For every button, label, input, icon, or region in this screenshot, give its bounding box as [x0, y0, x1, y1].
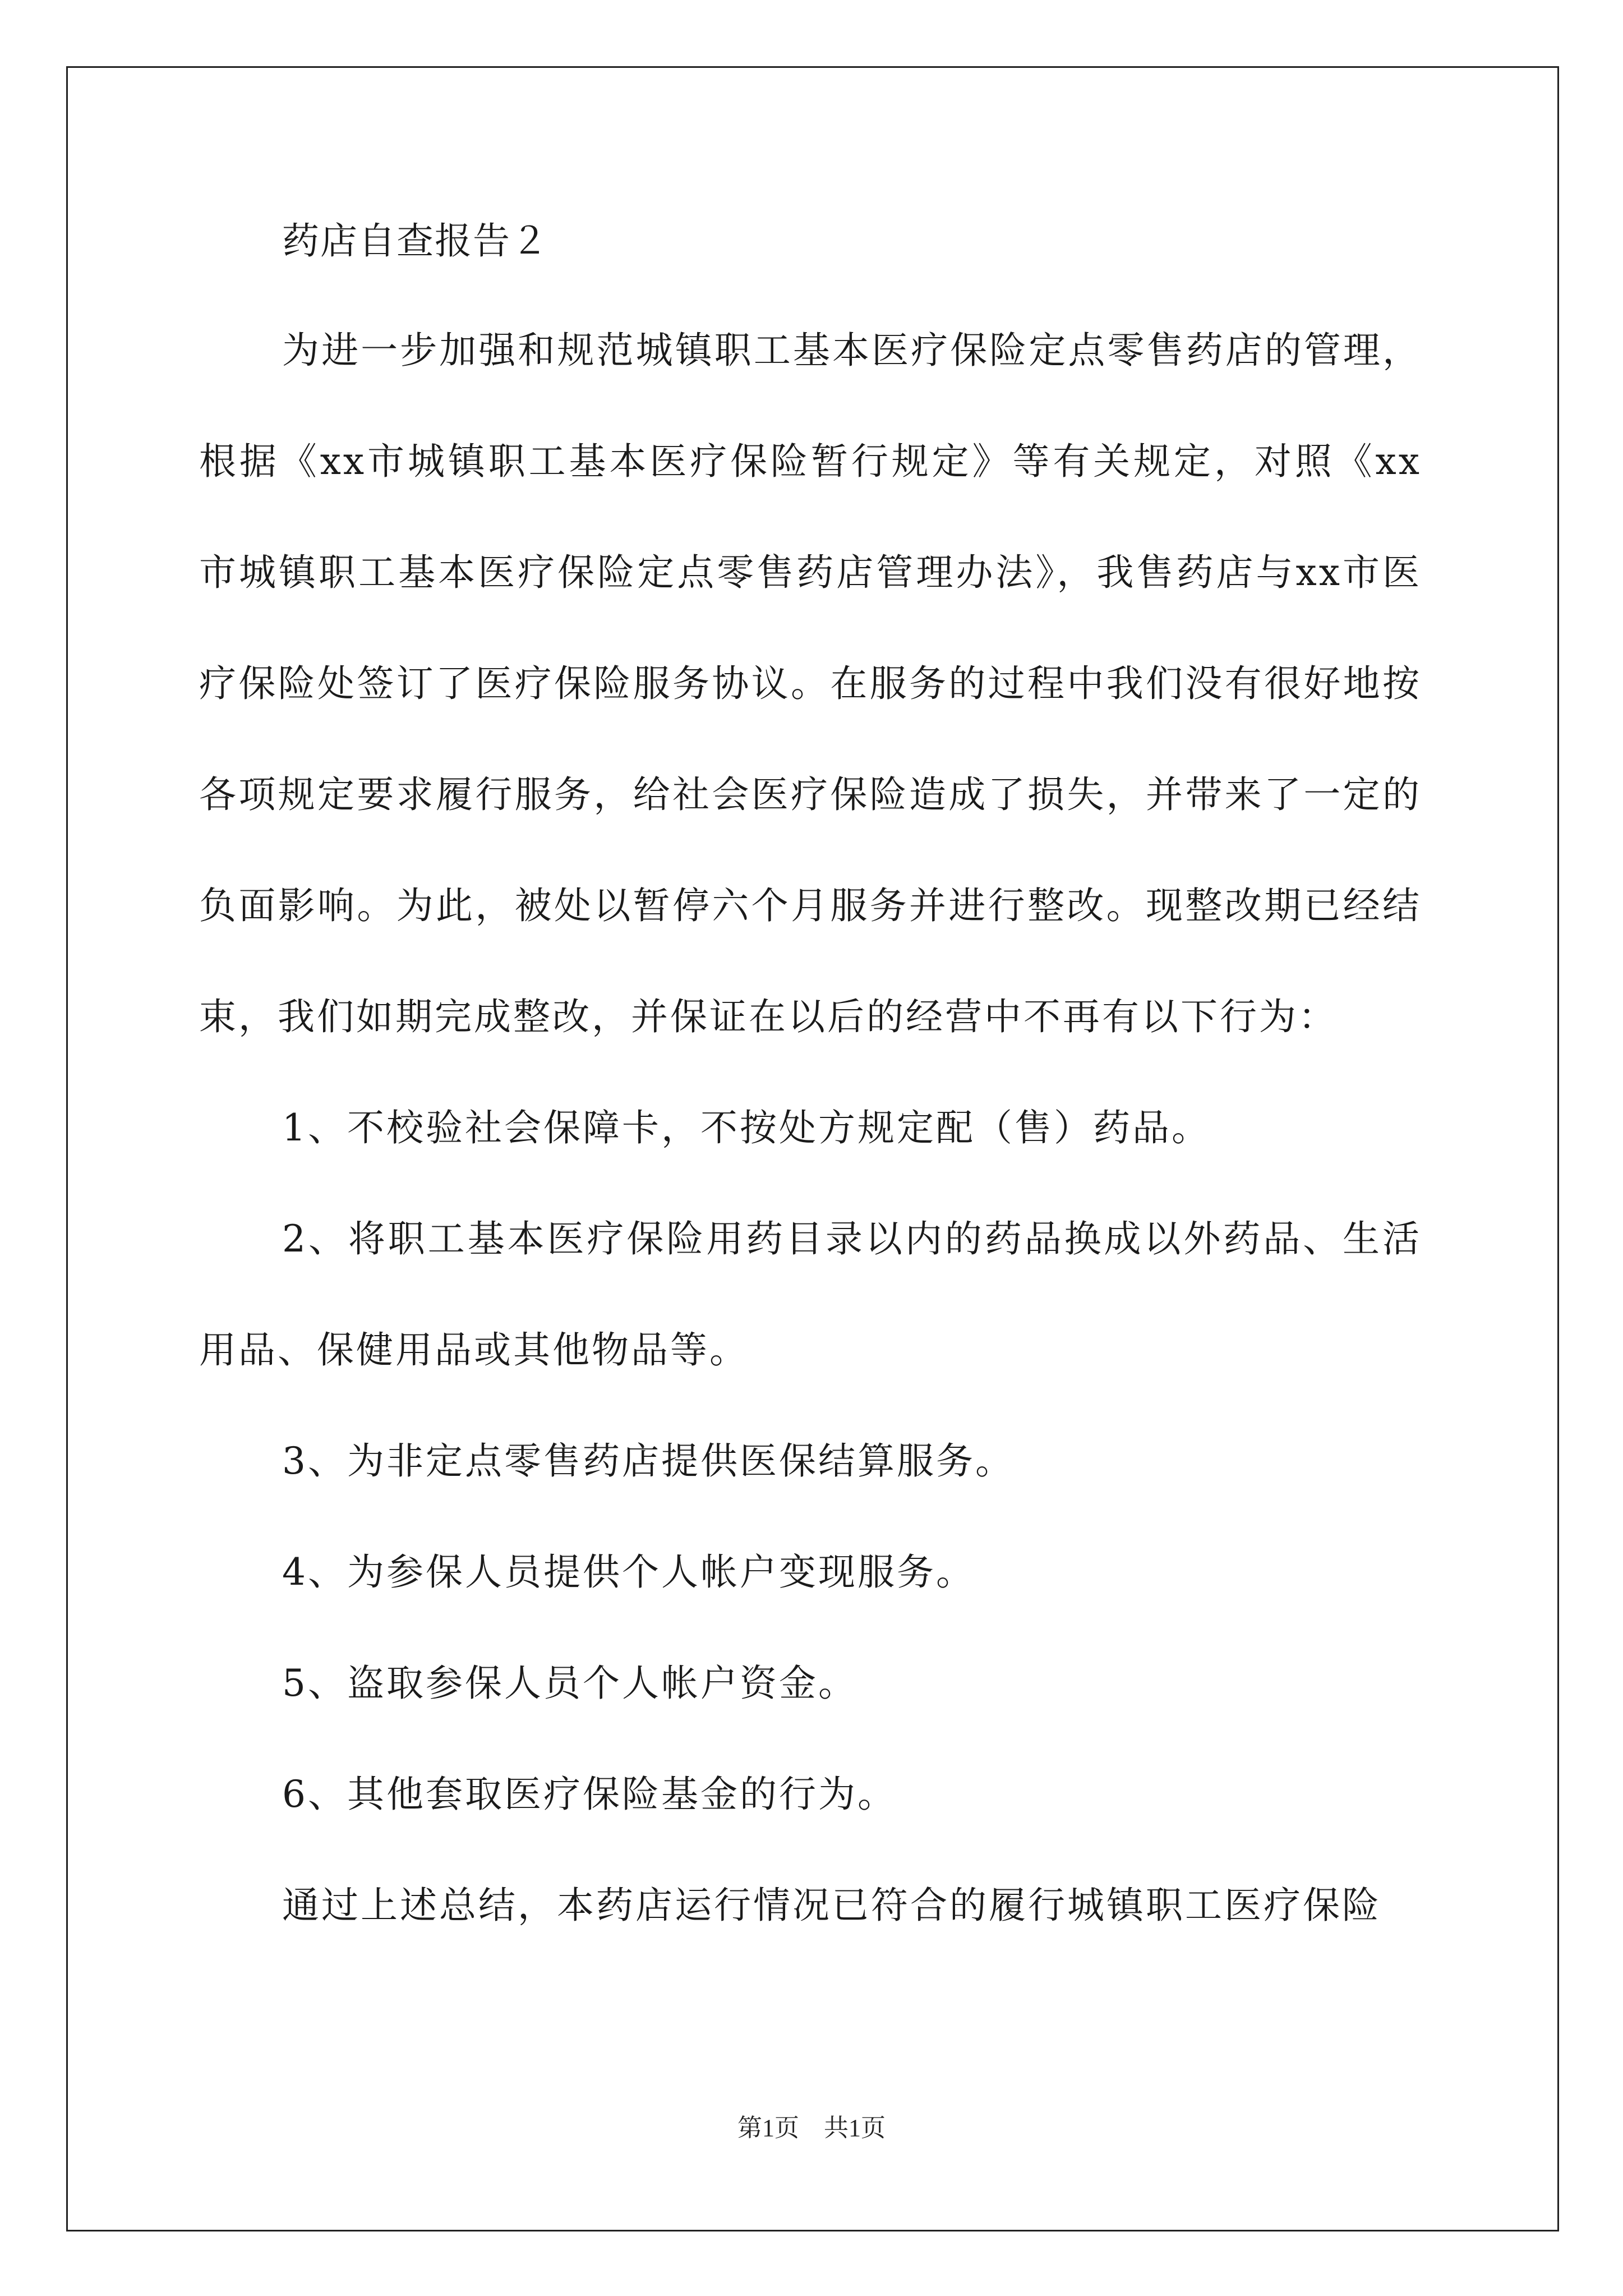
paragraph-item-5: 5、盗取参保人员个人帐户资金。 [282, 1662, 857, 1705]
paragraph-item-3: 3、为非定点零售药店提供医保结算服务。 [282, 1439, 1015, 1483]
paragraph-item-6: 6、其他套取医疗保险基金的行为。 [282, 1773, 897, 1816]
paragraph-intro: 为进一步加强和规范城镇职工基本医疗保险定点零售药店的管理，根据《xx市城镇职工基本医疗保险暂行规定》等有关规定，对照《xx市城镇职工基本医疗保险定点零售药店管理办法》，我售药店与xx市医疗保险处签订了医疗保险服务协议。在服务的过程中我们没有很好地按各项规定要求履行服务，给社会医疗保险造成了损失，并带来了一定的负面影响。为此，被处以暂停六个月服务并进行整改。现整改期已经结束，我们如期完成整改，并保证在以后的经营中不再有以下行为： [199, 329, 1422, 1038]
document-title: 药店自查报告２ [282, 219, 549, 263]
paragraph-summary: 通过上述总结，本药店运行情况已符合的履行城镇职工医疗保险 [282, 1884, 1381, 1927]
paragraph-item-1: 1、不校验社会保障卡，不按处方规定配（售）药品。 [282, 1106, 1211, 1149]
document-body [199, 208, 1422, 1961]
page-footer: 第1页 共1页 [737, 2114, 886, 2142]
paragraph-item-4: 4、为参保人员提供个人帐户变现服务。 [282, 1550, 975, 1594]
paragraph-item-2: 2、将职工基本医疗保险用药目录以内的药品换成以外药品、生活用品、保健用品或其他物品等。 [199, 1217, 1422, 1372]
